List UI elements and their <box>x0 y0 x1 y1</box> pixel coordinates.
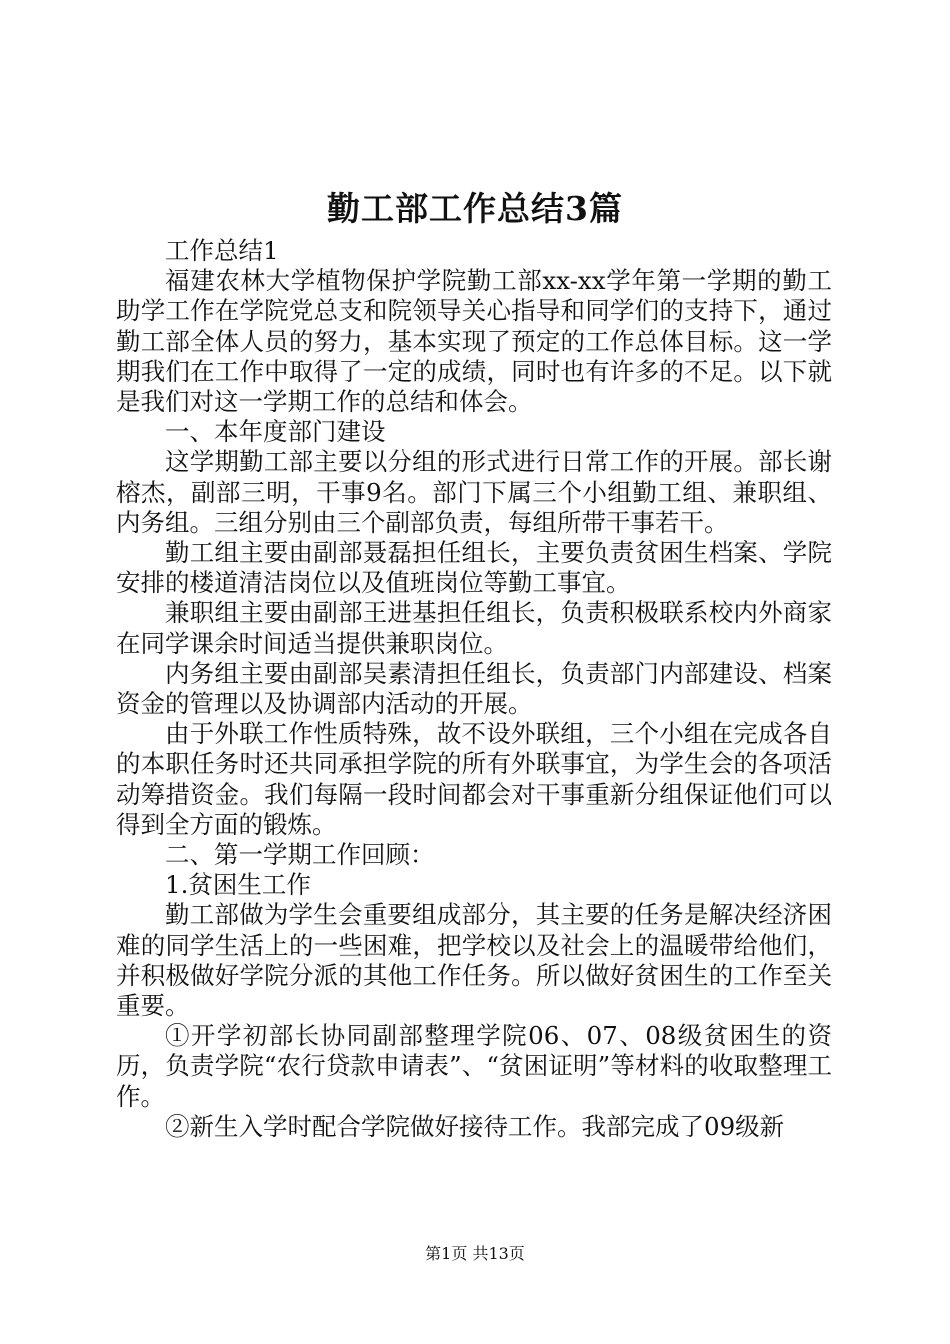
list-item: ①开学初部长协同副部整理学院06、07、08级贫困生的资历，负责学院“农行贷款申请表”、“贫困证明”等材料的收取整理工作。 <box>116 1021 832 1111</box>
document-title: 勤工部工作总结3篇 <box>327 189 623 228</box>
paragraph: 福建农林大学植物保护学院勤工部xx-xx学年第一学期的勤工助学工作在学院党总支和院领导关心指导和同学们的支持下，通过勤工部全体人员的努力，基本实现了预定的工作总体目标。这一学期我们在工作中取得了一定的成绩，同时也有许多的不足。以下就是我们对这一学期工作的总结和体会。 <box>116 266 832 417</box>
section-heading: 二、第一学期工作回顾： <box>165 840 435 870</box>
paragraph: 由于外联工作性质特殊，故不设外联组，三个小组在完成各自的本职任务时还共同承担学院的所有外联事宜，为学生会的各项活动筹措资金。我们每隔一段时间都会对干事重新分组保证他们可以得到全方面的锻炼。 <box>116 719 832 839</box>
subsection-heading: 1.贫困生工作 <box>165 870 311 900</box>
section-heading: 一、本年度部门建设 <box>165 417 386 447</box>
paragraph: 内务组主要由副部吴素清担任组长，负责部门内部建设、档案资金的管理以及协调部内活动的开展。 <box>116 658 832 719</box>
paragraph: 勤工部做为学生会重要组成部分，其主要的任务是解决经济困难的同学生活上的一些困难，把学校以及社会上的温暖带给他们，并积极做好学院分派的其他工作任务。所以做好贫困生的工作至关重要。 <box>116 900 832 1021</box>
page-footer: 第1页 共13页 <box>425 1244 525 1263</box>
paragraph: 勤工组主要由副部聂磊担任组长，主要负责贫困生档案、学院安排的楼道清洁岗位以及值班岗位等勤工事宜。 <box>116 538 832 598</box>
paragraph: 兼职组主要由副部王进基担任组长，负责积极联系校内外商家在同学课余时间适当提供兼职岗位。 <box>116 598 832 658</box>
paragraph-subtitle: 工作总结1 <box>165 236 279 265</box>
document-body <box>116 236 832 1142</box>
paragraph: 这学期勤工部主要以分组的形式进行日常工作的开展。部长谢榕杰，副部三明，干事9名。部门下属三个小组勤工组、兼职组、内务组。三组分别由三个副部负责，每组所带干事若干。 <box>116 447 832 537</box>
list-item: ②新生入学时配合学院做好接待工作。我部完成了09级新 <box>165 1111 785 1141</box>
